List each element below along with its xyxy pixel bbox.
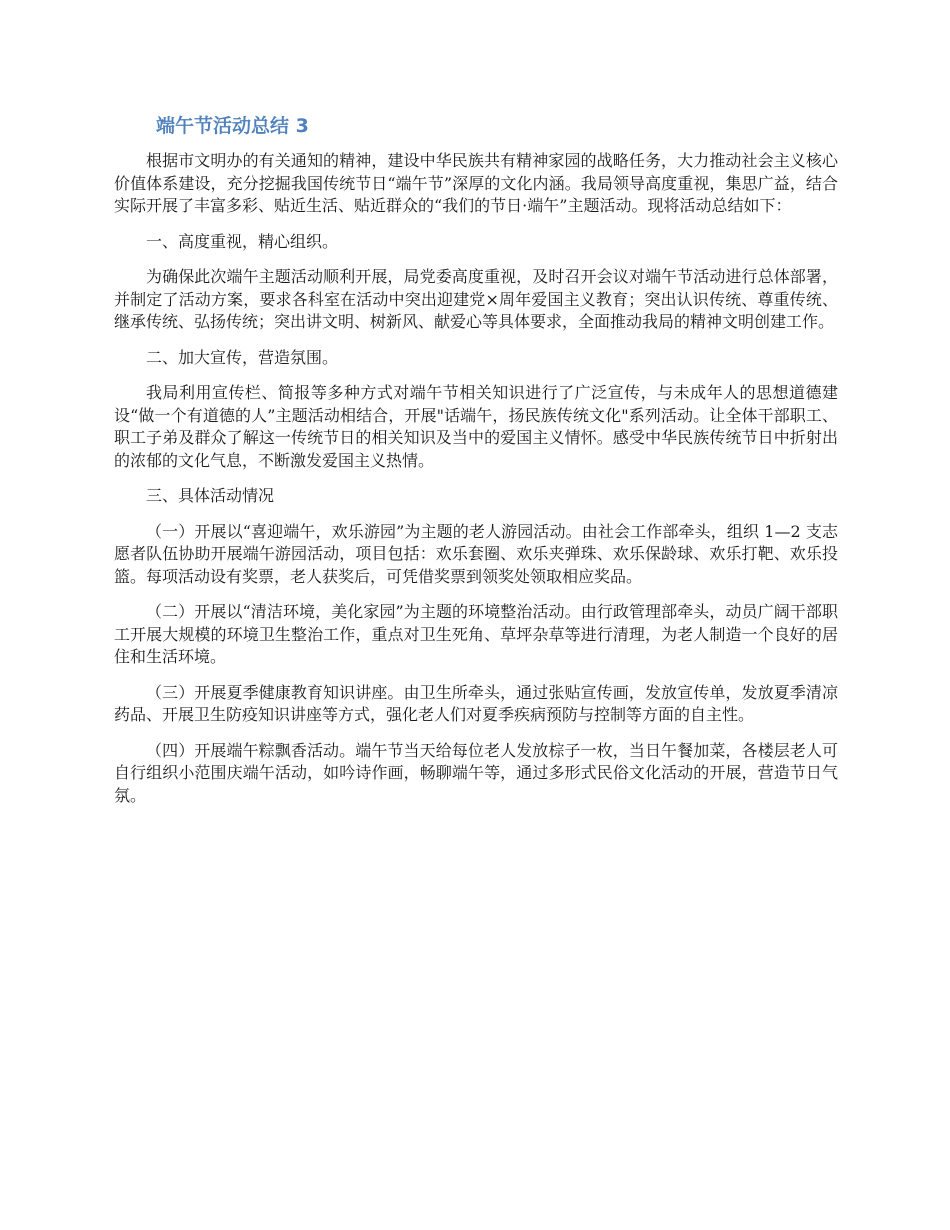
activity-1-paragraph: （一）开展以“喜迎端午，欢乐游园”为主题的老人游园活动。由社会工作部牵头，组织 1—2 支志愿者队伍协助开展端午游园活动，项目包括：欢乐套圈、欢乐夹弹珠、欢乐保龄球、欢乐打靶、欢乐投篮。每项活动设有奖票，老人获奖后，可凭借奖票到领奖处领取相应奖品。 xyxy=(114,521,838,586)
document-title: 端午节活动总结 3 xyxy=(156,115,309,137)
document-body xyxy=(114,150,838,820)
section-2-paragraph: 我局利用宣传栏、简报等多种方式对端午节相关知识进行了广泛宣传，与未成年人的思想道德建设“做一个有道德的人”主题活动相结合，开展"话端午，扬民族传统文化"系列活动。让全体干部职工、职工子弟及群众了解这一传统节日的相关知识及当中的爱国主义情怀。感受中华民族传统节日中折射出的浓郁的文化气息，不断激发爱国主义热情。 xyxy=(114,383,838,470)
activity-4-paragraph: （四）开展端午粽飘香活动。端午节当天给每位老人发放棕子一枚，当日午餐加菜，各楼层老人可自行组织小范围庆端午活动，如吟诗作画，畅聊端午等，通过多形式民俗文化活动的开展，营造节日气氛。 xyxy=(114,740,838,805)
section-heading-2: 二、加大宣传，营造氛围。 xyxy=(146,347,339,367)
section-heading-1: 一、高度重视，精心组织。 xyxy=(146,231,339,251)
activity-3-paragraph: （三）开展夏季健康教育知识讲座。由卫生所牵头，通过张贴宣传画，发放宣传单，发放夏季清凉药品、开展卫生防疫知识讲座等方式，强化老人们对夏季疾病预防与控制等方面的自主性。 xyxy=(114,682,838,724)
section-1-paragraph: 为确保此次端午主题活动顺利开展，局党委高度重视，及时召开会议对端午节活动进行总体部署，并制定了活动方案，要求各科室在活动中突出迎建党×周年爱国主义教育；突出认识传统、尊重传统、继承传统、弘扬传统；突出讲文明、树新风、献爱心等具体要求，全面推动我局的精神文明创建工作。 xyxy=(114,267,838,331)
section-heading-3: 三、具体活动情况 xyxy=(146,486,275,505)
intro-paragraph: 根据市文明办的有关通知的精神，建设中华民族共有精神家园的战略任务，大力推动社会主义核心价值体系建设，充分挖掘我国传统节日“端午节”深厚的文化内涵。我局领导高度重视，集思广益，结合实际开展了丰富多彩、贴近生活、贴近群众的“我们的节日·端午”主题活动。现将活动总结如下： xyxy=(114,151,838,215)
activity-2-paragraph: （二）开展以“清洁环境，美化家园”为主题的环境整治活动。由行政管理部牵头，动员广阔干部职工开展大规模的环境卫生整治工作，重点对卫生死角、草坪杂草等进行清理，为老人制造一个良好的居住和生活环境。 xyxy=(114,602,838,666)
